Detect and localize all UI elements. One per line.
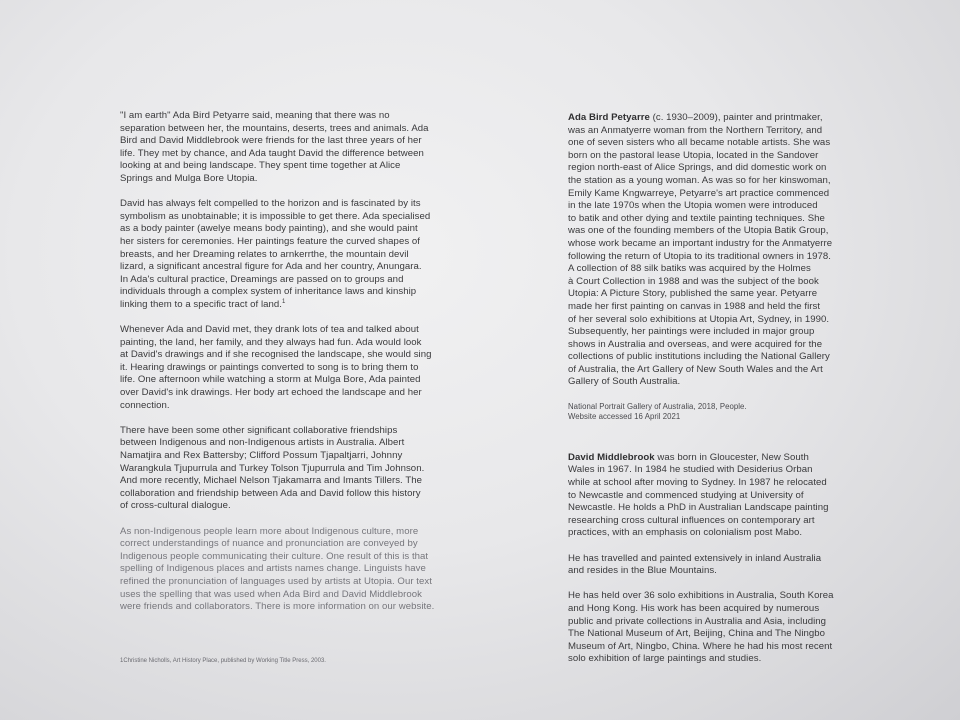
- horizon-paragraph: [120, 198, 480, 311]
- source-citation: National Portrait Gallery of Australia, 2018, People. Website accessed 16 April 2021: [568, 401, 747, 422]
- left-text-column: [120, 110, 480, 626]
- david-name: David Middlebrook: [568, 451, 655, 463]
- footnote: 1Christine Nicholls, Art History Place, published by Working Title Press, 2003.: [120, 658, 326, 664]
- friendships-paragraph: There have been some other significant collaborative friendships between Indigenous and non-Indigenous artists in Australia. Albert Namatjira and Rex Battersby; Clifford Possum Tjapaltjarri, Johnny Warangkula Tjupurrula and Turkey Tolson Tjupurrula and Tim Johnson. And more recently, Michael Nelson Tjakamarra and Imants Tillers. The collaboration and friendship between Ada and David follow this history of cross-cultural dialogue.: [120, 424, 425, 512]
- david-bio-paragraph: [568, 452, 890, 540]
- footnote-marker: 1: [282, 298, 286, 305]
- spelling-note-paragraph: As non-Indigenous people learn more about Indigenous culture, more correct understandings of nuance and pronunciation are conveyed by Indigenous people communicating their culture. One result of this is that spelling of Indigenous places and artists names change. Linguists have refined the pronunciation of languages used by artists at Utopia. Our text uses the spelling that was used when Ada Bird and David Middlebrook were friends and collaborators. There is more information on our website.: [120, 525, 435, 613]
- intro-paragraph: "I am earth" Ada Bird Petyarre said, meaning that there was no separation between her, the mountains, deserts, trees and animals. Ada Bird and David Middlebrook were friends for the last three years of her life. They met by chance, and Ada taught David the difference between looking at and being landscape. They spent time together at Alice Springs and Mulga Bore Utopia.: [120, 110, 429, 184]
- ada-bio-text: (c. 1930–2009), painter and printmaker, was an Anmatyerre woman from the Northern Territory, and one of seven sisters who all became notable artists. She was born on the pastoral lease Utopia, located in the Sandover region north-east of Alice Springs, and did domestic work on the station as a young woman. As was so for her kinswoman, Emily Kame Kngwarreye, Petyarre's art practice commenced in the late 1970s when the Utopia women were introduced to batik and other dying and textile painting techniques. She was one of the founding members of the Utopia Batik Group, whose work became an important industry for the Anmatyerre following the return of Utopia to its traditional owners in 1978. A collection of 88 silk batiks was acquired by the Holmes à Court Collection in 1988 and was the subject of the book Utopia: A Picture Story, published the same year. Petyarre made her first painting on canvas in 1988 and held the first of her several solo exhibitions at Utopia Art, Sydney, in 1990. Subsequently, her paintings were included in major group shows in Australia and overseas, and were acquired for the collections of public institutions including the National Gallery of Australia, the Art Gallery of New South Wales and the Art Gallery of South Australia.: [568, 112, 833, 388]
- ada-bio-paragraph: [568, 112, 890, 389]
- ada-name: Ada Bird Petyarre: [568, 112, 650, 123]
- horizon-paragraph-text: David has always felt compelled to the horizon and is fascinated by its symbolism as unobtainable; it is impossible to get there. Ada specialised as a body painter (awelye means body painting), and she would paint her sisters for ceremonies. Her paintings feature the curved shapes of breasts, and her Dreaming relates to arnkerrthe, the mountain devil lizard, a significant ancestral figure for Ada and her country, Anungara. In Ada's cultural practice, Dreamings are passed on to groups and individuals through a complex system of inheritance laws and kinship linking them to a specific tract of land.: [120, 198, 431, 310]
- travel-paragraph: He has travelled and painted extensively in inland Australia and resides in the Blue Mountains.: [568, 552, 822, 577]
- meetings-paragraph: Whenever Ada and David met, they drank lots of tea and talked about painting, the land, her family, and they always had fun. Ada would look at David's drawings and if she recognised the landscape, she would sing it. Hearing drawings or paintings converted to song is to bring them to life. One afternoon while watching a storm at Mulga Bore, Ada painted over David's ink drawings. Her body art echoed the landscape and her connection.: [120, 324, 432, 411]
- right-text-column: [568, 112, 890, 679]
- section-spacer: [568, 423, 890, 452]
- exhibitions-paragraph: He has held over 36 solo exhibitions in Australia, South Korea and Hong Kong. His work has been acquired by numerous public and private collections in Australia and Asia, including The National Museum of Art, Beijing, China and The Ningbo Museum of Art, Ningbo, China. Where he had his most recent solo exhibition of large paintings and studies.: [568, 590, 834, 665]
- david-bio-text: was born in Gloucester, New South Wales in 1967. In 1984 he studied with Desiderius Orban while at school after moving to Sydney. In 1987 he relocated to Newcastle and commenced studying at University of Newcastle. He holds a PhD in Australian Landscape painting researching cross cultural influences on contemporary art practices, with an emphasis on colonialism post Mabo.: [568, 451, 829, 539]
